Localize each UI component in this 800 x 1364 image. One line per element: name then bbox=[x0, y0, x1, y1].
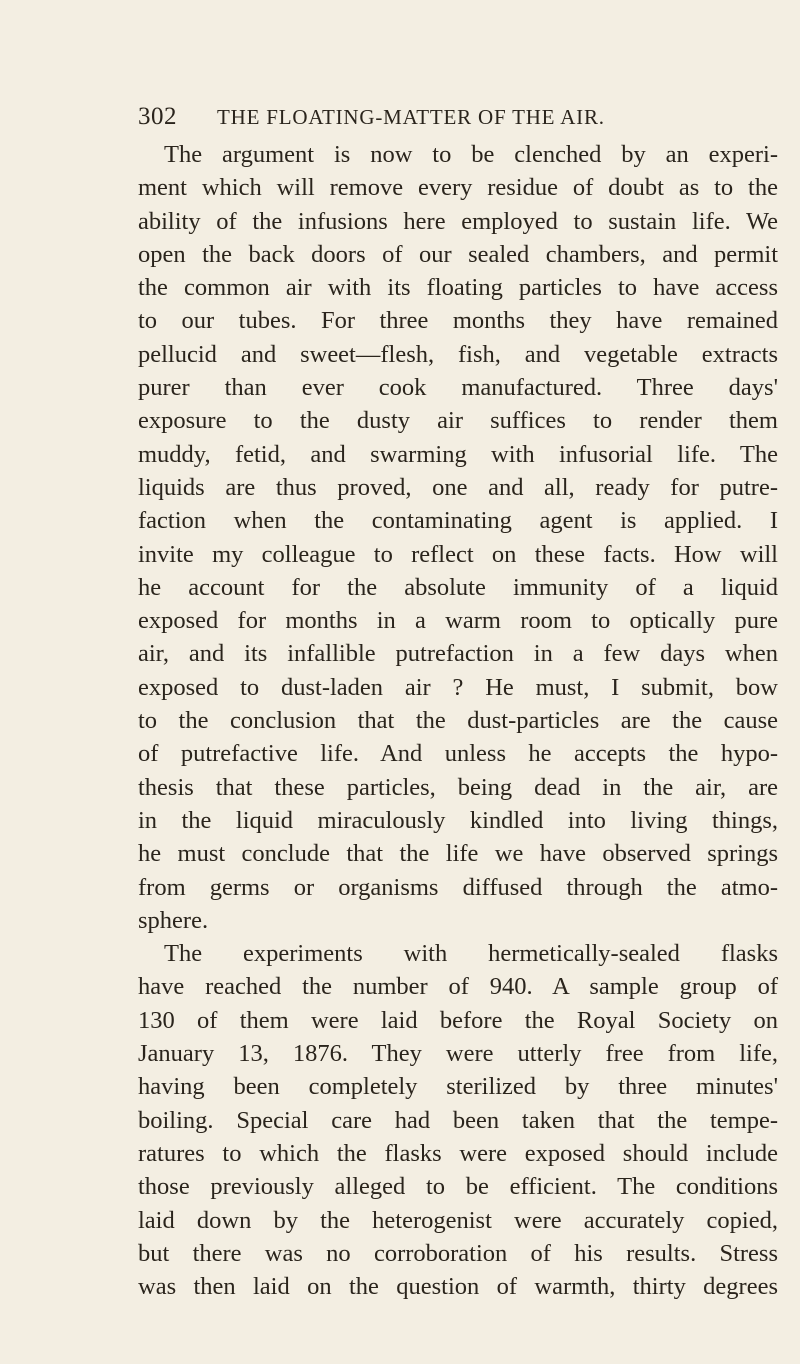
text-line: sphere. bbox=[138, 906, 209, 934]
text-line: 130 of them were laid before the Royal Society on bbox=[138, 1006, 778, 1034]
text-line: have reached the number of 940. A sample group of bbox=[138, 973, 778, 1001]
text-line: air, and its infallible putrefaction in a few days when bbox=[138, 640, 778, 668]
text-line: he must conclude that the life we have observed springs bbox=[138, 840, 778, 868]
text-line: faction when the contaminating agent is applied. I bbox=[138, 507, 778, 535]
text-line: ment which will remove every residue of doubt as to the bbox=[138, 174, 778, 202]
page-number: 302 bbox=[138, 103, 177, 130]
text-line: thesis that these particles, being dead in the air, are bbox=[138, 773, 778, 801]
text-line: in the liquid miraculously kindled into living things, bbox=[138, 806, 778, 834]
text-line: liquids are thus proved, one and all, ready for putre- bbox=[138, 473, 778, 501]
text-line: the common air with its floating particles to have access bbox=[138, 274, 778, 302]
text-line: having been completely sterilized by three minutes' bbox=[138, 1073, 778, 1101]
text-line: but there was no corroboration of his results. Stress bbox=[138, 1239, 778, 1267]
paragraph-experiments bbox=[138, 937, 778, 1303]
paragraph-argument bbox=[138, 138, 778, 937]
text-line: pellucid and sweet—flesh, fish, and vegetable extracts bbox=[138, 340, 778, 368]
text-line: ratures to which the flasks were exposed should include bbox=[138, 1139, 778, 1167]
running-title: THE FLOATING-MATTER OF THE AIR. bbox=[217, 105, 605, 129]
text-line: laid down by the heterogenist were accurately copied, bbox=[138, 1206, 778, 1234]
text-line: The experiments with hermetically-sealed flasks bbox=[164, 940, 778, 968]
text-line: exposed for months in a warm room to optically pure bbox=[138, 607, 778, 635]
text-line: open the back doors of our sealed chambers, and permit bbox=[138, 240, 778, 268]
text-line: ability of the infusions here employed to sustain life. We bbox=[138, 207, 778, 235]
text-line: muddy, fetid, and swarming with infusorial life. The bbox=[138, 440, 778, 468]
text-line: boiling. Special care had been taken that the tempe- bbox=[138, 1106, 778, 1134]
text-line: January 13, 1876. They were utterly free from life, bbox=[138, 1040, 778, 1068]
text-line: from germs or organisms diffused through the atmo- bbox=[138, 873, 778, 901]
text-line: The argument is now to be clenched by an experi- bbox=[164, 141, 778, 168]
running-head bbox=[138, 103, 778, 131]
text-line: exposed to dust-laden air ? He must, I submit, bow bbox=[138, 673, 778, 701]
text-line: purer than ever cook manufactured. Three days' bbox=[138, 374, 778, 402]
body-text bbox=[138, 138, 778, 1303]
text-line: exposure to the dusty air suffices to render them bbox=[138, 407, 778, 435]
text-line: of putrefactive life. And unless he accepts the hypo- bbox=[138, 740, 778, 768]
text-line: was then laid on the question of warmth, thirty degrees bbox=[138, 1273, 778, 1301]
text-line: to the conclusion that the dust-particles are the cause bbox=[138, 707, 778, 735]
text-line: those previously alleged to be efficient. The conditions bbox=[138, 1173, 778, 1201]
text-line: to our tubes. For three months they have remained bbox=[138, 307, 778, 335]
text-line: he account for the absolute immunity of a liquid bbox=[138, 573, 778, 601]
text-line: invite my colleague to reflect on these facts. How will bbox=[138, 540, 778, 568]
